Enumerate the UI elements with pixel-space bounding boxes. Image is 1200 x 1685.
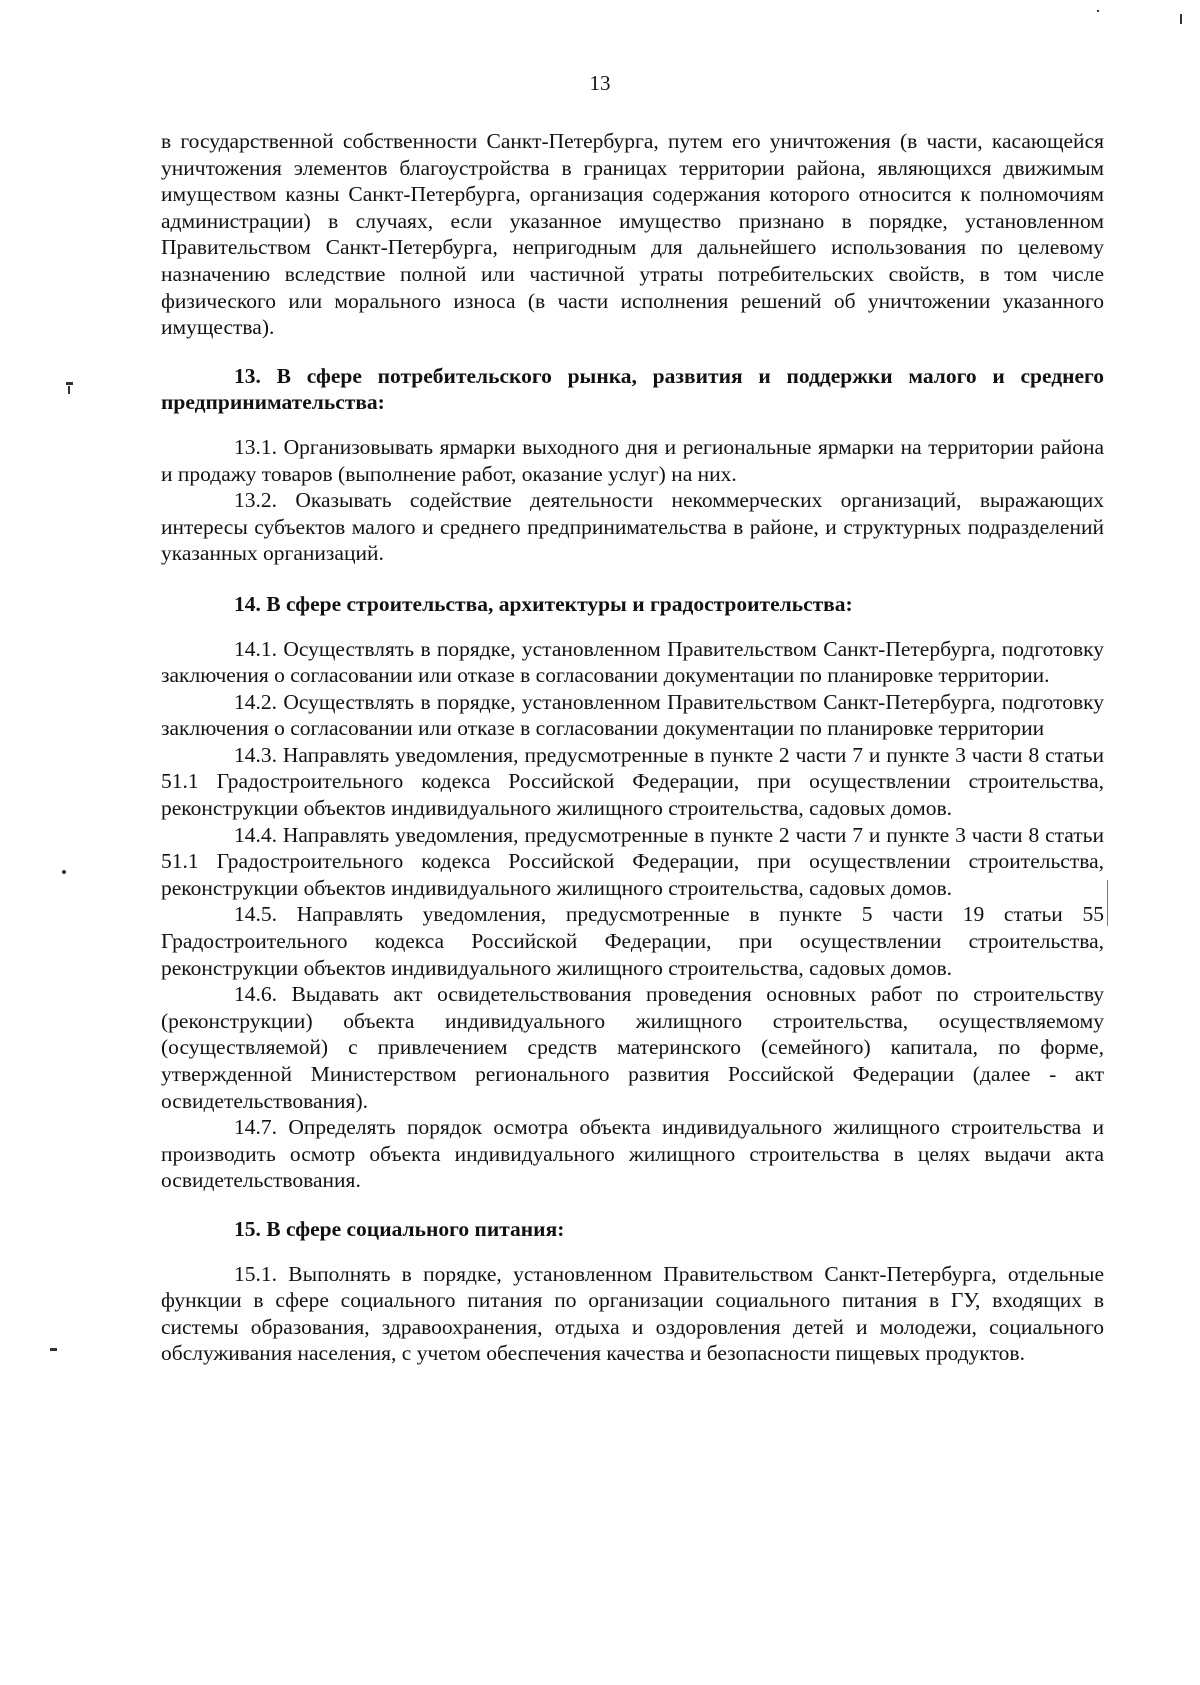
page-number: 13 [589,71,611,95]
paragraph-continuation: в государственной собственности Санкт-Петербурга, путем его уничтожения (в части, касающейся уничтожения элементов благоустройства в границах территории района, являющихся движимым имуществом казны Санкт-Петербурга, организация содержания которого относится к полномочиям администрации) в случаях, если указанное имущество признано в порядке, установленном Правительством Санкт-Петербурга, непригодным для дальнейшего использования по целевому назначению вследствие полной или частичной утраты потребительских свойств, в том числе физического или морального износа (в части исполнения решений об уничтожении указанного имущества). [161,129,1104,340]
document-body [161,128,1104,1367]
scan-speck [50,1348,57,1351]
clause-13-1: 13.1. Организовывать ярмарки выходного дня и региональные ярмарки на территории района и продажу товаров (выполнение работ, оказание услуг) на них. [161,434,1104,486]
section-heading-14: 14. В сфере строительства, архитектуры и градостроительства: [234,591,853,616]
clause-14-5: 14.5. Направлять уведомления, предусмотренные в пункте 5 части 19 статьи 55 Градостроительного кодекса Российской Федерации, при осуществлении строительства, реконструкции объектов индивидуального жилищного строительства, садовых домов. [161,902,1104,980]
clause-14-4: 14.4. Направлять уведомления, предусмотренные в пункте 2 части 7 и пункте 3 части 8 статьи 51.1 Градостроительного кодекса Российской Федерации, при осуществлении строительства, реконструкции объектов индивидуального жилищного строительства, садовых домов. [161,822,1104,900]
clause-15-1: 15.1. Выполнять в порядке, установленном Правительством Санкт-Петербурга, отдельные функции в сфере социального питания по организации социального питания в ГУ, входящих в системы образования, здравоохранения, отдыха и оздоровления детей и молодежи, социального обслуживания населения, с учетом обеспечения качества и безопасности пищевых продуктов. [161,1261,1104,1366]
scan-speck [1107,880,1108,926]
scan-speck [62,870,66,874]
clause-14-1: 14.1. Осуществлять в порядке, установленном Правительством Санкт-Петербурга, подготовку заключения о согласовании или отказе в согласовании документации по планировке территории. [161,636,1104,688]
section-heading-13: 13. В сфере потребительского рынка, развития и поддержки малого и среднего предпринимательства: [161,363,1104,415]
scan-speck [1180,14,1182,24]
scan-speck [68,386,70,394]
scan-speck [66,382,73,385]
clause-14-3: 14.3. Направлять уведомления, предусмотренные в пункте 2 части 7 и пункте 3 части 8 статьи 51.1 Градостроительного кодекса Российской Федерации, при осуществлении строительства, реконструкции объектов индивидуального жилищного строительства, садовых домов. [161,742,1104,821]
clause-14-6: 14.6. Выдавать акт освидетельствования проведения основных работ по строительству (реконструкции) объекта индивидуального жилищного строительства, осуществляемому (осуществляемой) с привлечением средств материнского (семейного) капитала, по форме, утвержденной Министерством регионального развития Российской Федерации (далее - акт освидетельствования). [161,982,1104,1113]
clause-14-7: 14.7. Определять порядок осмотра объекта индивидуального жилищного строительства и производить осмотр объекта индивидуального жилищного строительства в целях выдачи акта освидетельствования. [161,1115,1104,1193]
clause-13-2: 13.2. Оказывать содействие деятельности некоммерческих организаций, выражающих интересы субъектов малого и среднего предпринимательства в районе, и структурных подразделений указанных организаций. [161,488,1104,566]
section-heading-15: 15. В сфере социального питания: [234,1216,565,1241]
scan-speck [1097,10,1099,12]
clause-14-2: 14.2. Осуществлять в порядке, установленном Правительством Санкт-Петербурга, подготовку заключения о согласовании или отказе в согласовании документации по планировке территории [161,689,1104,741]
